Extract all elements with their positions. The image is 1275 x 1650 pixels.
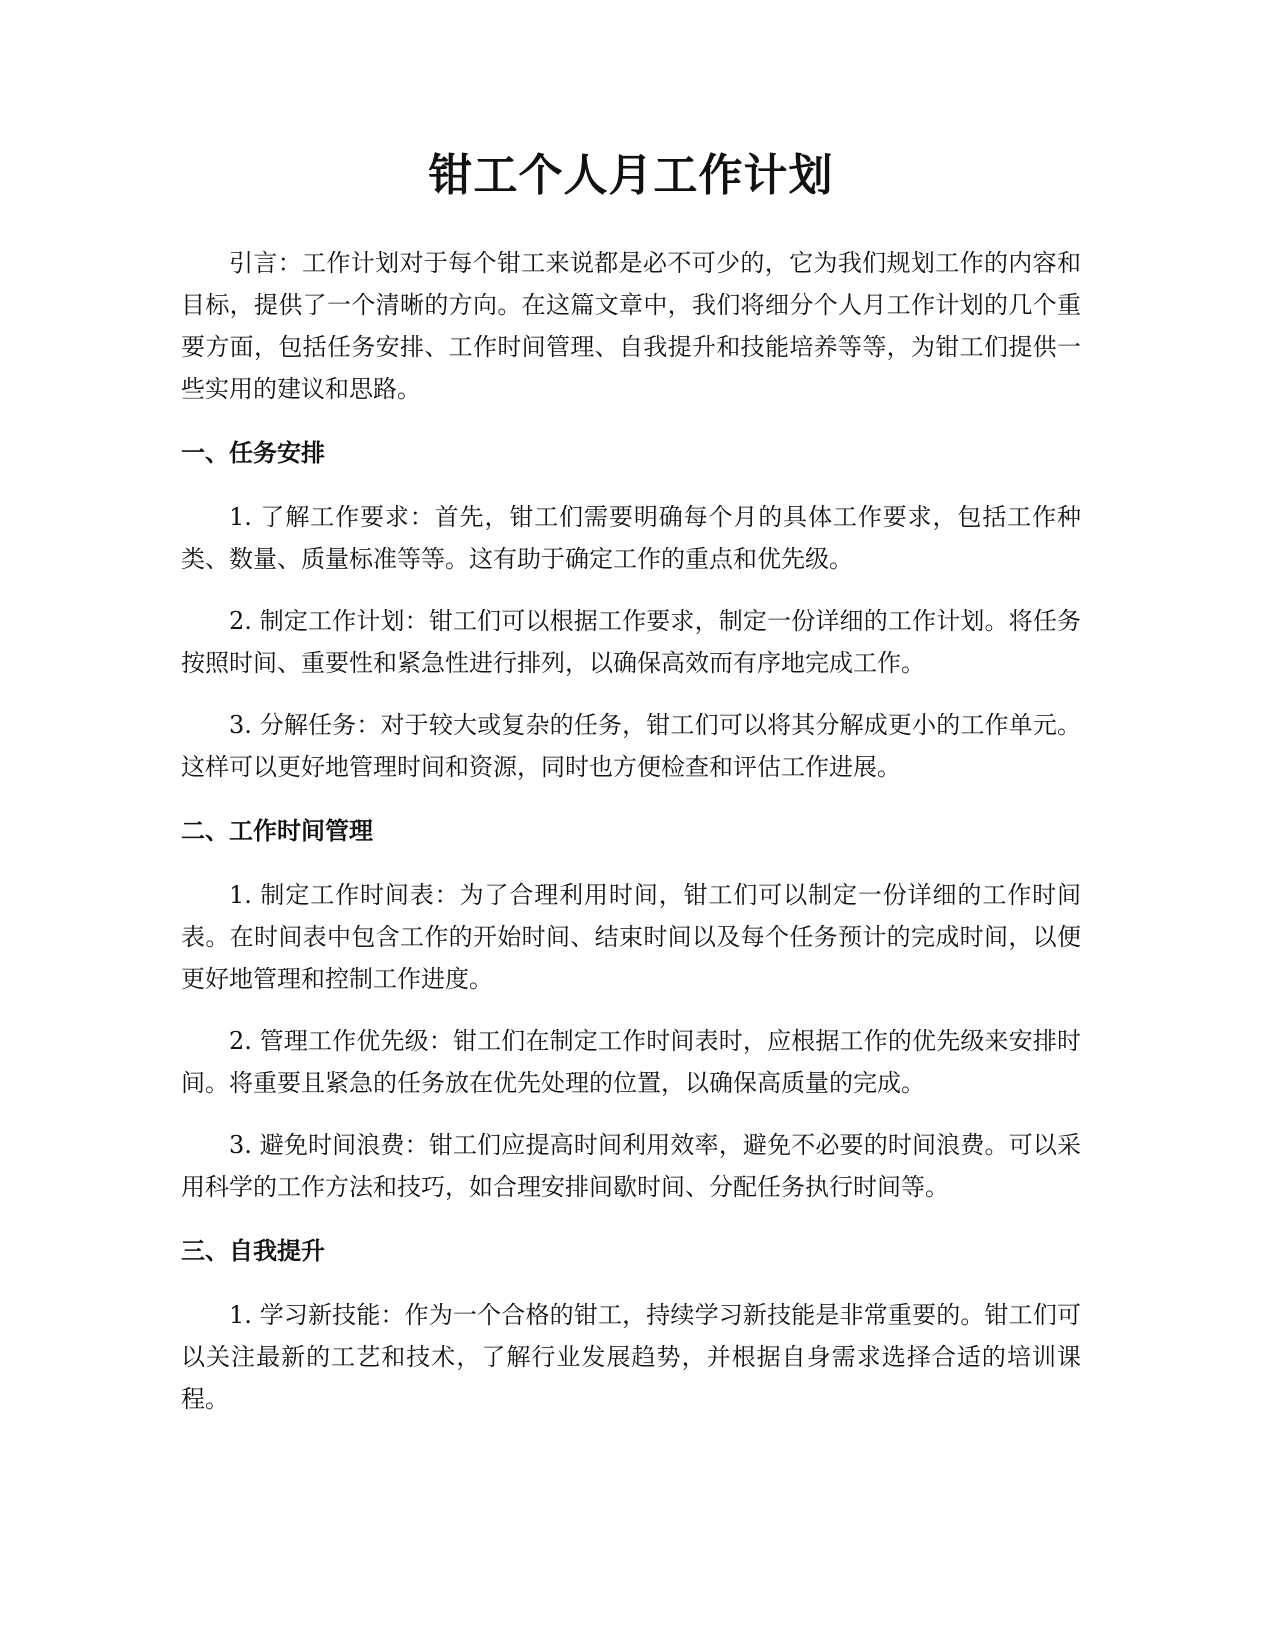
intro-paragraph: 引言：工作计划对于每个钳工来说都是必不可少的，它为我们规划工作的内容和目标，提供了一个清晰的方向。在这篇文章中，我们将细分个人月工作计划的几个重要方面，包括任务安排、工作时间管理、自我提升和技能培养等等，为钳工们提供一些实用的建议和思路。 — [181, 249, 1081, 403]
paragraph: 2. 制定工作计划：钳工们可以根据工作要求，制定一份详细的工作计划。将任务按照时间、重要性和紧急性进行排列，以确保高效而有序地完成工作。 — [181, 607, 1081, 677]
section-heading-self-improvement: 三、自我提升 — [181, 1237, 325, 1265]
section-heading-time-management: 二、工作时间管理 — [181, 817, 373, 845]
paragraph: 3. 分解任务：对于较大或复杂的任务，钳工们可以将其分解成更小的工作单元。这样可以更好地管理时间和资源，同时也方便检查和评估工作进展。 — [181, 711, 1081, 781]
paragraph: 1. 制定工作时间表：为了合理利用时间，钳工们可以制定一份详细的工作时间表。在时间表中包含工作的开始时间、结束时间以及每个任务预计的完成时间，以便更好地管理和控制工作进度。 — [181, 881, 1081, 993]
document-title: 钳工个人月工作计划 — [428, 150, 834, 201]
paragraph: 1. 学习新技能：作为一个合格的钳工，持续学习新技能是非常重要的。钳工们可以关注最新的工艺和技术，了解行业发展趋势，并根据自身需求选择合适的培训课程。 — [181, 1301, 1081, 1413]
paragraph: 3. 避免时间浪费：钳工们应提高时间利用效率，避免不必要的时间浪费。可以采用科学的工作方法和技巧，如合理安排间歇时间、分配任务执行时间等。 — [181, 1131, 1081, 1201]
section-heading-task-arrangement: 一、任务安排 — [181, 439, 325, 467]
document-page — [181, 0, 1081, 1420]
paragraph: 2. 管理工作优先级：钳工们在制定工作时间表时，应根据工作的优先级来安排时间。将重要且紧急的任务放在优先处理的位置，以确保高质量的完成。 — [181, 1027, 1081, 1097]
paragraph: 1. 了解工作要求：首先，钳工们需要明确每个月的具体工作要求，包括工作种类、数量、质量标准等等。这有助于确定工作的重点和优先级。 — [181, 503, 1081, 573]
